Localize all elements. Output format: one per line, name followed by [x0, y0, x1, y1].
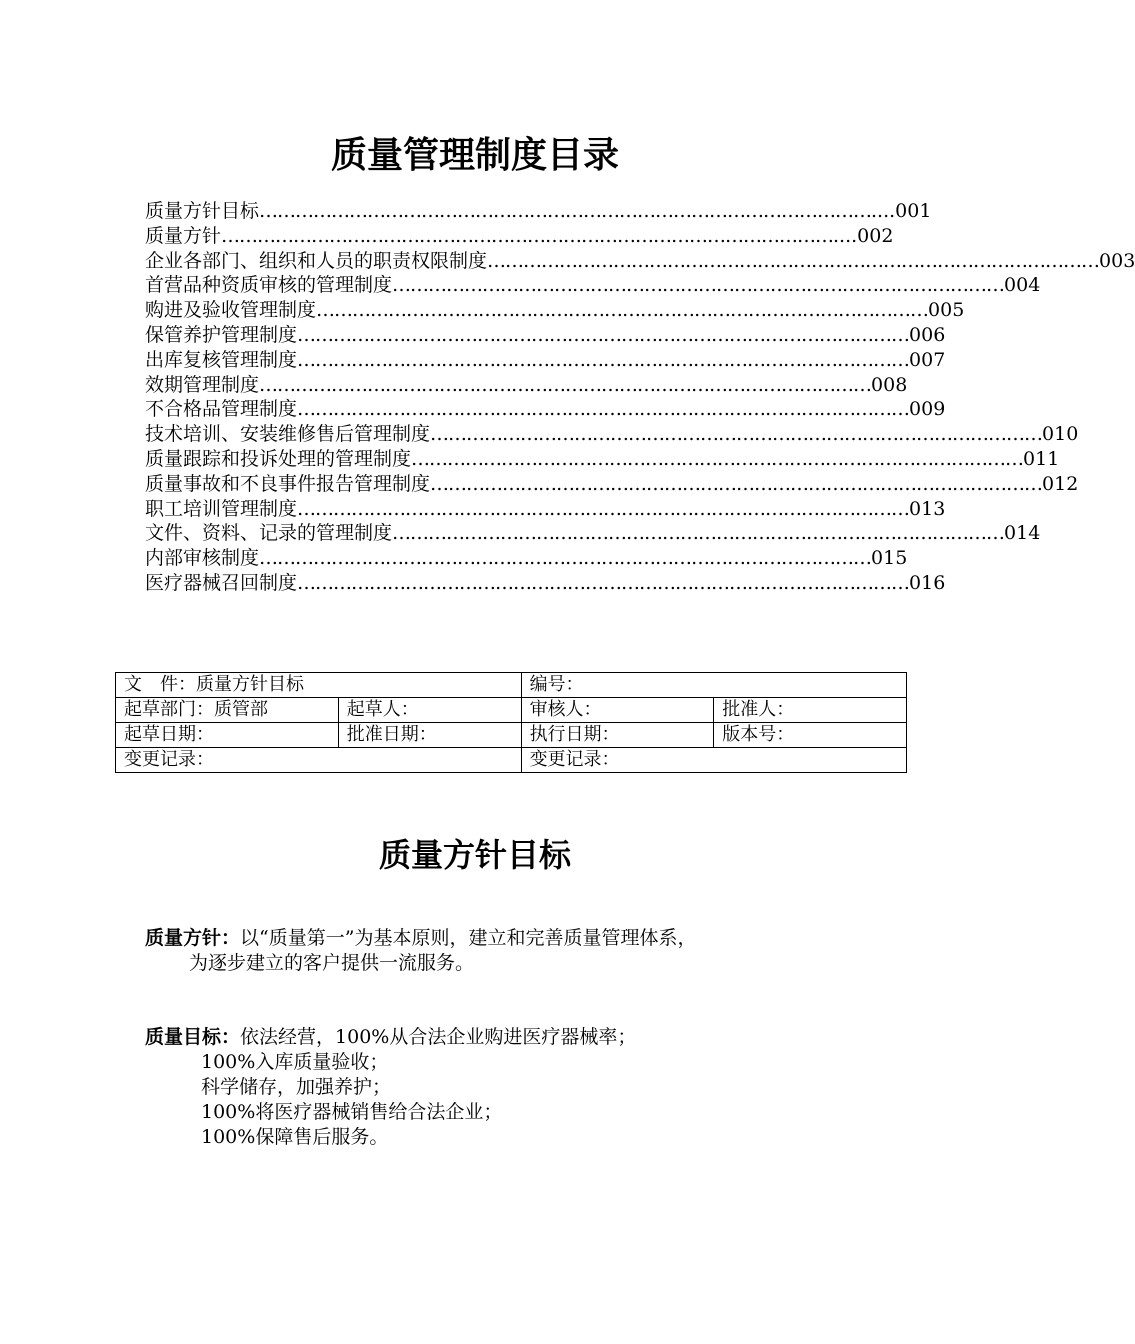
- toc-item: [145, 472, 1079, 497]
- toc-leader: …………………………………………………………………………………………: [221, 224, 834, 247]
- toc-item-label: 不合格品管理制度: [145, 398, 298, 421]
- quality-goals-colon: ：: [221, 1026, 241, 1048]
- quality-goal-item: 科学储存，加强养护；: [201, 1076, 392, 1098]
- toc-leader: …………………………………………………………………………………………: [297, 398, 910, 421]
- document-info-table: [115, 672, 907, 773]
- drafter-cell: 起草人：: [338, 698, 521, 723]
- table-row: [116, 748, 907, 773]
- quality-goal-item: 100%将医疗器械销售给合法企业；: [201, 1101, 503, 1123]
- toc-leader: …………………………………………………………………………………………: [411, 447, 1024, 470]
- toc-page-number: 007: [909, 348, 946, 371]
- toc-item-label: 内部审核制度: [145, 547, 260, 570]
- draft-dept-cell: 起草部门：质管部: [116, 698, 339, 723]
- toc-item: [145, 323, 946, 348]
- toc-item: [145, 422, 1079, 447]
- exec-date-cell: 执行日期：: [521, 723, 714, 748]
- toc-title: 质量管理制度目录: [330, 135, 619, 176]
- toc-item-label: 质量方针: [145, 224, 222, 247]
- quality-goals-text: 依法经营，100%从合法企业购进医疗器械率；: [240, 1026, 637, 1048]
- toc-page-number: 005: [928, 299, 965, 322]
- toc-item-label: 质量方针目标: [145, 200, 260, 222]
- toc-leader: …………………………………………………………………………………………: [297, 571, 910, 594]
- toc-item: [145, 249, 1135, 274]
- toc-page-number: ....002: [833, 224, 894, 247]
- toc-item-label: 效期管理制度: [145, 373, 260, 396]
- toc-page-number: 015: [871, 547, 908, 570]
- toc-item: [145, 298, 965, 323]
- toc-page-number: ....001: [871, 200, 932, 222]
- toc-item: [145, 348, 946, 373]
- approver-cell: 批准人：: [714, 698, 907, 723]
- approve-date-cell: 批准日期：: [338, 723, 521, 748]
- toc-leader: …………………………………………………………………………………………: [259, 373, 872, 396]
- toc-item-label: 质量跟踪和投诉处理的管理制度: [145, 447, 412, 470]
- toc-item-label: 首营品种资质审核的管理制度: [145, 274, 393, 297]
- toc-list: [145, 199, 1135, 596]
- toc-page-number: 006: [909, 323, 946, 346]
- doc-number-cell: 编号：: [521, 673, 906, 698]
- quality-policy-label: 质量方针: [145, 927, 222, 949]
- toc-item: [145, 273, 1041, 298]
- toc-item-label: 职工培训管理制度: [145, 497, 298, 520]
- toc-page-number: 013: [909, 497, 946, 520]
- toc-page-number: 003: [1099, 249, 1135, 272]
- toc-item: [145, 373, 908, 398]
- toc-leader: …………………………………………………………………………………………: [259, 200, 872, 222]
- quality-policy-colon: ：: [221, 927, 241, 949]
- toc-leader: …………………………………………………………………………………………: [297, 348, 910, 371]
- version-cell: 版本号：: [714, 723, 907, 748]
- toc-item-label: 企业各部门、组织和人员的职责权限制度: [145, 249, 488, 272]
- quality-goal-item: 100%入库质量验收；: [201, 1051, 389, 1073]
- toc-item-label: 保管养护管理制度: [145, 323, 298, 346]
- toc-item: [145, 224, 894, 249]
- toc-page-number: 012: [1042, 472, 1079, 495]
- toc-page-number: 009: [909, 398, 946, 421]
- toc-page-number: 008: [871, 373, 908, 396]
- quality-policy-line1: [145, 926, 696, 951]
- reviewer-cell: 审核人：: [521, 698, 714, 723]
- toc-item: [145, 521, 1041, 546]
- toc-leader: …………………………………………………………………………………………: [430, 423, 1043, 446]
- toc-item-label: 购进及验收管理制度: [145, 299, 317, 322]
- toc-item: [145, 397, 946, 422]
- toc-item-label: 质量事故和不良事件报告管理制度: [145, 472, 431, 495]
- toc-item-label: 出库复核管理制度: [145, 348, 298, 371]
- toc-item-label: 文件、资料、记录的管理制度: [145, 522, 393, 545]
- toc-item: [145, 497, 946, 522]
- toc-page-number: 010: [1042, 423, 1079, 446]
- toc-item-label: 医疗器械召回制度: [145, 571, 298, 594]
- table-row: [116, 723, 907, 748]
- toc-leader: …………………………………………………………………………………………: [392, 274, 1005, 297]
- policy-section-title: 质量方针目标: [378, 836, 571, 874]
- toc-page-number: 014: [1004, 522, 1041, 545]
- toc-item: [145, 546, 908, 571]
- table-row: [116, 673, 907, 698]
- toc-page-number: 004: [1004, 274, 1041, 297]
- toc-leader: …………………………………………………………………………………………: [392, 522, 1005, 545]
- draft-date-cell: 起草日期：: [116, 723, 339, 748]
- toc-page-number: 016: [909, 571, 946, 594]
- toc-item-label: 技术培训、安装维修售后管理制度: [145, 423, 431, 446]
- toc-page-number: 011: [1023, 447, 1060, 470]
- quality-policy-text: 以“质量第一”为基本原则，建立和完善质量管理体系，: [240, 927, 697, 949]
- quality-goals-line1: [145, 1025, 636, 1050]
- quality-goals-label: 质量目标: [145, 1026, 222, 1048]
- toc-leader: …………………………………………………………………………………………: [297, 497, 910, 520]
- toc-leader: …………………………………………………………………………………………: [430, 472, 1043, 495]
- toc-item: [145, 199, 932, 224]
- change-record-cell: 变更记录：: [116, 748, 522, 773]
- quality-policy-line2: 为逐步建立的客户提供一流服务。: [189, 952, 475, 974]
- toc-leader: …………………………………………………………………………………………: [259, 547, 872, 570]
- table-row: [116, 698, 907, 723]
- toc-leader: …………………………………………………………………………………………: [487, 249, 1100, 272]
- toc-leader: …………………………………………………………………………………………: [297, 323, 910, 346]
- toc-leader: …………………………………………………………………………………………: [316, 299, 929, 322]
- quality-goal-item: 100%保障售后服务。: [201, 1126, 389, 1148]
- toc-item: [145, 571, 946, 596]
- doc-name-cell: 文 件：质量方针目标: [116, 673, 522, 698]
- change-record-cell: 变更记录：: [521, 748, 906, 773]
- toc-item: [145, 447, 1060, 472]
